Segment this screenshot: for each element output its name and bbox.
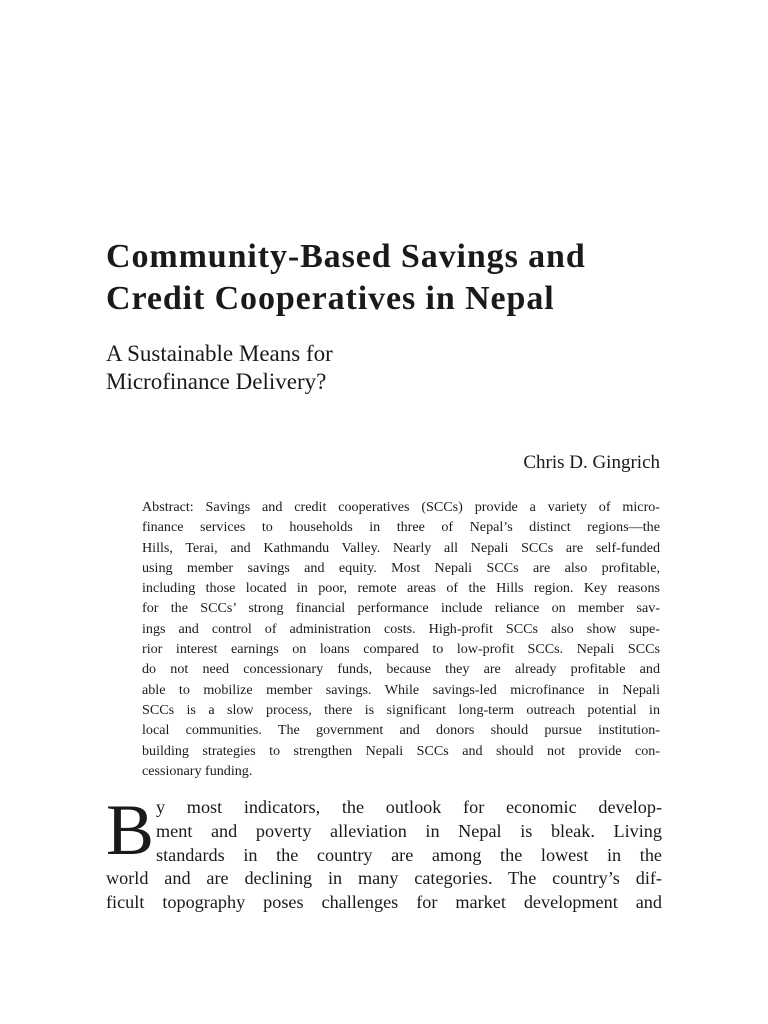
body-line: world and are declining in many categories. The country’s dif- <box>106 868 662 889</box>
abstract-line: including those located in poor, remote areas of the Hills region. Key reasons <box>142 580 660 597</box>
author-name: Chris D. Gingrich <box>523 452 660 473</box>
body-paragraph <box>106 790 662 915</box>
abstract-line: able to mobilize member savings. While savings-led microfinance in Nepali <box>142 681 660 698</box>
abstract-line: Hills, Terai, and Kathmandu Valley. Nearly all Nepali SCCs are self-funded <box>142 539 660 556</box>
article-subtitle <box>106 340 526 396</box>
body-line: standards in the country are among the lowest in the <box>156 844 662 865</box>
abstract <box>142 497 660 781</box>
abstract-line: building strategies to strengthen Nepali SCCs and should not provide con- <box>142 742 660 759</box>
body-line: ment and poverty alleviation in Nepal is bleak. Living <box>156 820 662 841</box>
body-line: y most indicators, the outlook for economic develop- <box>156 797 662 817</box>
subtitle-line: Microfinance Delivery? <box>106 369 327 394</box>
abstract-line: ings and control of administration costs. High-profit SCCs also show supe- <box>142 620 660 637</box>
drop-cap: B <box>106 790 155 870</box>
title-line: Credit Cooperatives in Nepal <box>106 280 555 317</box>
abstract-line: cessionary funding. <box>142 762 253 779</box>
article-title <box>106 236 686 320</box>
title-line: Community-Based Savings and <box>106 238 586 275</box>
abstract-line: do not need concessionary funds, because they are already profitable and <box>142 661 660 678</box>
abstract-line: rior interest earnings on loans compared to low-profit SCCs. Nepali SCCs <box>142 641 660 658</box>
abstract-line: Abstract: Savings and credit cooperatives (SCCs) provide a variety of micro- <box>142 499 660 515</box>
abstract-line: finance services to households in three of Nepal’s distinct regions—the <box>142 519 660 536</box>
body-line: ficult topography poses challenges for market development and <box>106 892 662 913</box>
abstract-line: local communities. The government and donors should pursue institution- <box>142 722 660 739</box>
abstract-line: using member savings and equity. Most Nepali SCCs are also profitable, <box>142 559 660 576</box>
subtitle-line: A Sustainable Means for <box>106 341 333 366</box>
abstract-line: for the SCCs’ strong financial performance include reliance on member sav- <box>142 600 660 617</box>
abstract-line: SCCs is a slow process, there is significant long-term outreach potential in <box>142 701 660 718</box>
